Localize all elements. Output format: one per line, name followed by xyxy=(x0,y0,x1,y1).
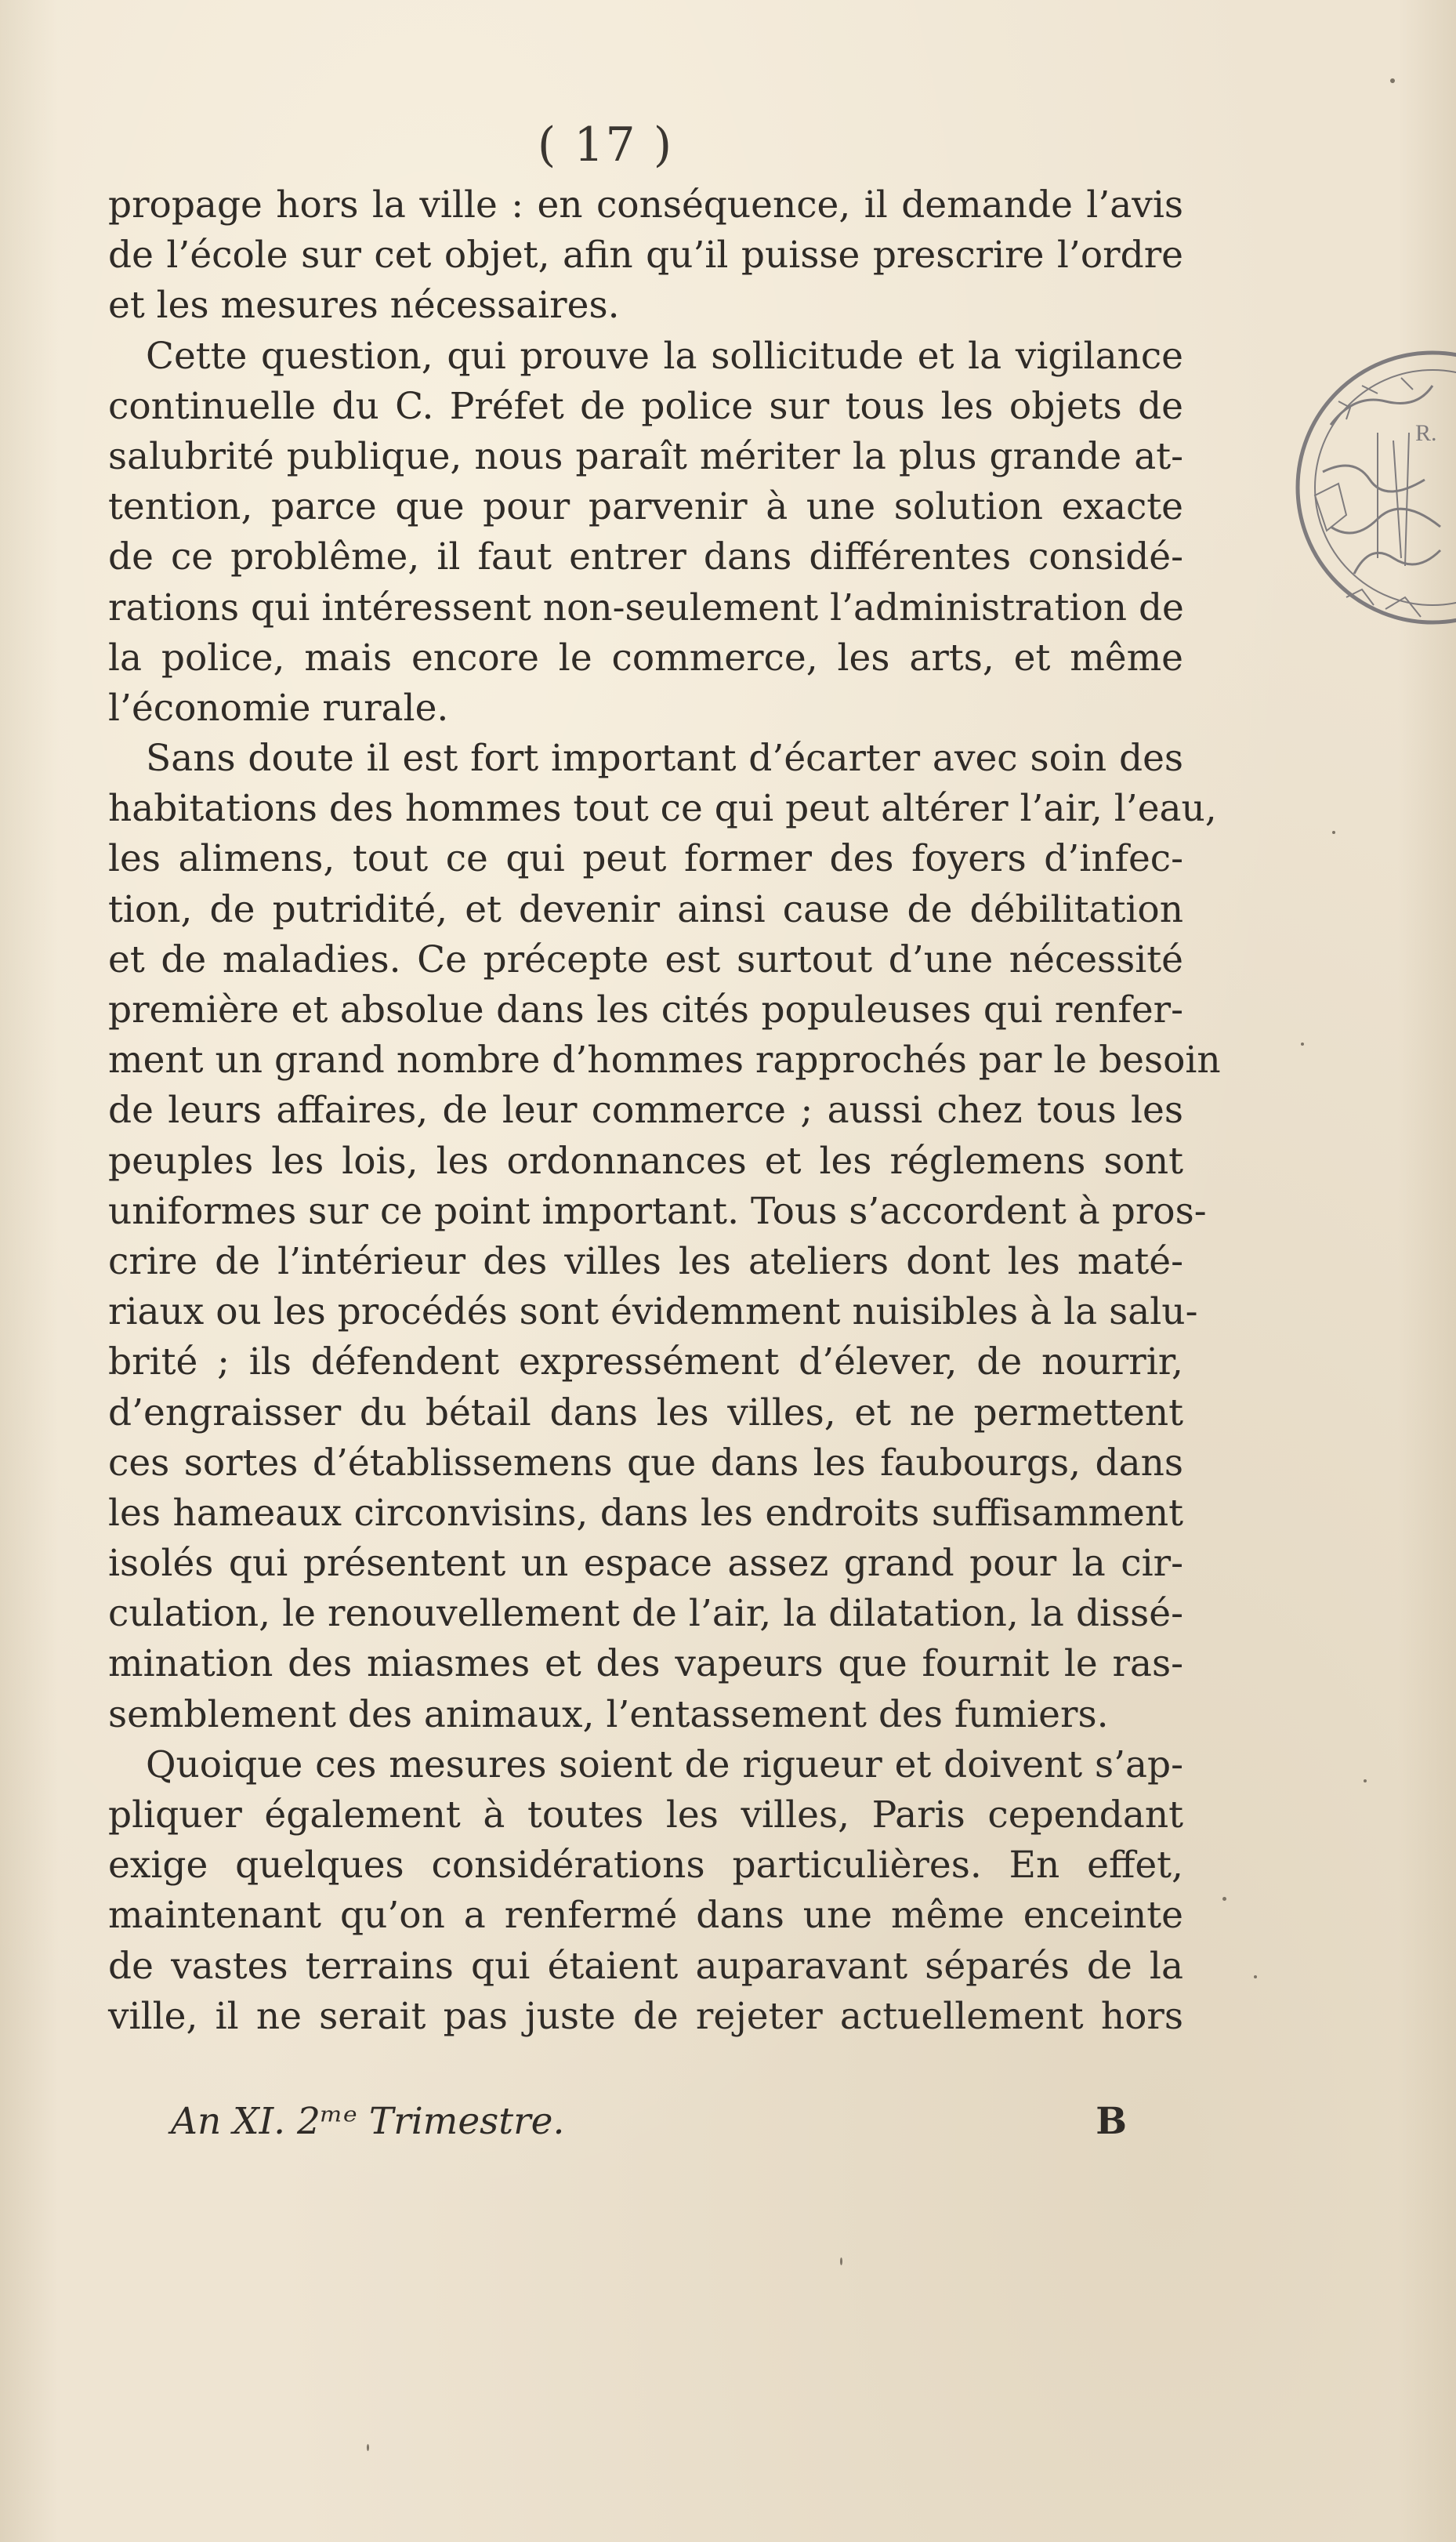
text-line: crire de l’intérieur des villes les ateliers dont les maté- xyxy=(108,1239,1183,1283)
text-line: Sans doute il est fort important d’écarter avec soin des xyxy=(146,737,1183,781)
page-number: ( 17 ) xyxy=(537,118,674,172)
footer-edition-note: An XI. 2ᵐᵉ Trimestre. xyxy=(171,2100,565,2143)
text-line: Cette question, qui prouve la sollicitude et la vigilance xyxy=(146,334,1183,378)
text-line: la police, mais encore le commerce, les arts, et même xyxy=(108,636,1183,680)
paper-speck xyxy=(1254,1975,1257,1978)
text-line: uniformes sur ce point important. Tous s’accordent à pros- xyxy=(108,1189,1207,1233)
body-text xyxy=(108,180,1221,2042)
signature-mark: B xyxy=(1096,2100,1127,2143)
text-line: d’engraisser du bétail dans les villes, et ne permettent xyxy=(108,1391,1183,1434)
text-line: riaux ou les procédés sont évidemment nuisibles à la salu- xyxy=(108,1290,1198,1334)
text-line: et les mesures nécessaires. xyxy=(108,284,620,328)
paper-speck xyxy=(840,2257,842,2265)
paper-speck xyxy=(1390,78,1395,83)
text-line: ville, il ne serait pas juste de rejeter actuellement hors xyxy=(108,1994,1183,2038)
text-line: exige quelques considérations particulières. En effet, xyxy=(108,1844,1183,1887)
text-line: ces sortes d’établissemens que dans les faubourgs, dans xyxy=(108,1441,1183,1485)
text-line: tention, parce que pour parvenir à une solution exacte xyxy=(108,485,1183,529)
text-line: semblement des animaux, l’entassement des fumiers. xyxy=(108,1692,1109,1736)
paper-speck xyxy=(1332,831,1335,834)
text-line: de ce problême, il faut entrer dans différentes considé- xyxy=(108,535,1183,579)
text-line: continuelle du C. Préfet de police sur tous les objets de xyxy=(108,384,1183,428)
text-line: habitations des hommes tout ce qui peut altérer l’air, l’eau, xyxy=(108,787,1217,831)
paper-speck xyxy=(1222,1897,1226,1901)
paper-speck xyxy=(1301,1043,1304,1046)
text-line: peuples les lois, les ordonnances et les réglemens sont xyxy=(108,1139,1183,1183)
text-line: et de maladies. Ce précepte est surtout d’une nécessité xyxy=(108,937,1183,981)
text-line: maintenant qu’on a renfermé dans une même enceinte xyxy=(108,1894,1183,1938)
text-line: ment un grand nombre d’hommes rapprochés par le besoin xyxy=(108,1039,1221,1082)
text-line: les alimens, tout ce qui peut former des foyers d’infec- xyxy=(108,837,1183,881)
text-line: de vastes terrains qui étaient auparavant séparés de la xyxy=(108,1944,1183,1988)
text-line: l’économie rurale. xyxy=(108,686,449,730)
text-line: brité ; ils défendent expressément d’élever, de nourrir, xyxy=(108,1340,1183,1384)
paper-speck xyxy=(1364,1779,1367,1782)
text-line: Quoique ces mesures soient de rigueur et doivent s’ap- xyxy=(146,1742,1183,1786)
text-line: de l’école sur cet objet, afin qu’il puisse prescrire l’ordre xyxy=(108,234,1183,277)
text-line: tion, de putridité, et devenir ainsi cause de débilitation xyxy=(108,887,1183,931)
text-line: rations qui intéressent non-seulement l’administration de xyxy=(108,586,1184,629)
text-line: première et absolue dans les cités populeuses qui renfer- xyxy=(108,988,1183,1032)
text-line: isolés qui présentent un espace assez grand pour la cir- xyxy=(108,1542,1183,1586)
text-line: propage hors la ville : en conséquence, il demande l’avis xyxy=(108,183,1183,227)
text-line: les hameaux circonvisins, dans les endroits suffisamment xyxy=(108,1491,1183,1535)
library-stamp-icon xyxy=(1237,339,1456,723)
page-footer xyxy=(171,2097,1127,2147)
text-line: salubrité publique, nous paraît mériter la plus grande at- xyxy=(108,434,1183,478)
paper-speck xyxy=(367,2444,369,2451)
svg-text:R.: R. xyxy=(1415,420,1437,446)
text-line: culation, le renouvellement de l’air, la dilatation, la dissé- xyxy=(108,1592,1183,1636)
text-line: de leurs affaires, de leur commerce ; aussi chez tous les xyxy=(108,1089,1183,1133)
text-line: mination des miasmes et des vapeurs que fournit le ras- xyxy=(108,1642,1183,1686)
text-line: pliquer également à toutes les villes, Paris cependant xyxy=(108,1793,1183,1837)
